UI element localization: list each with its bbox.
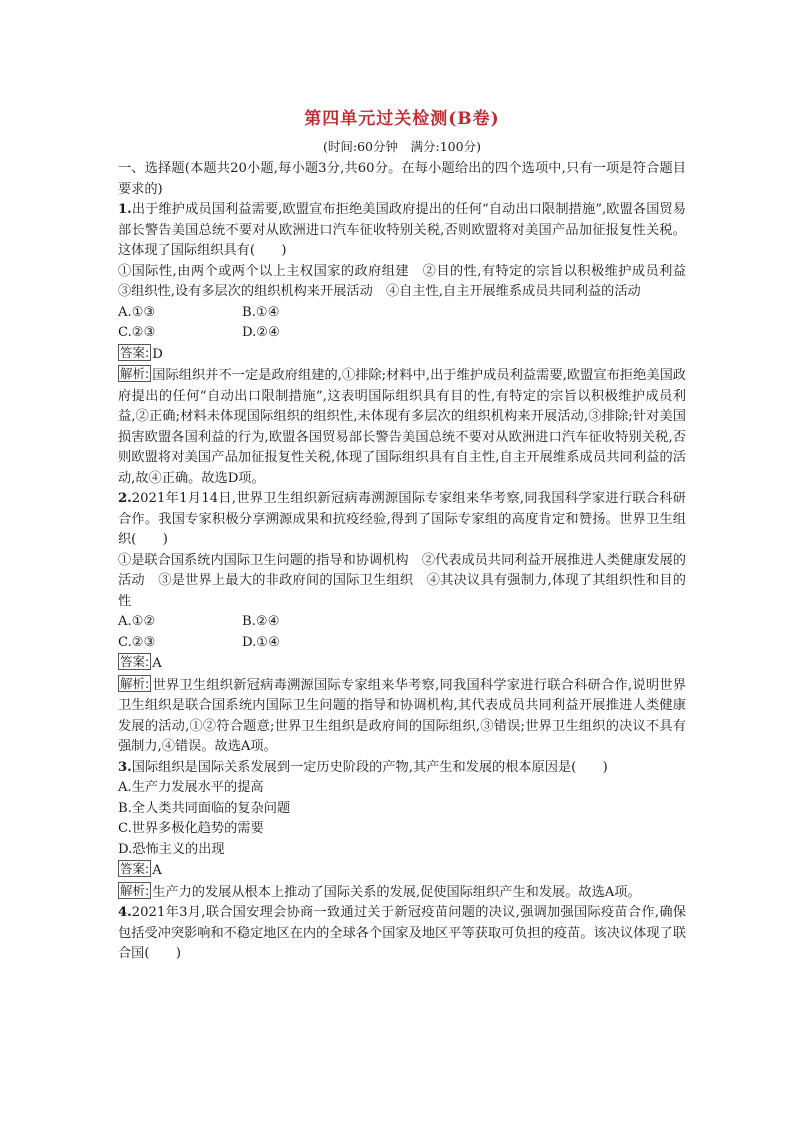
analysis-line [118, 675, 686, 758]
answer-label: 答案: [120, 344, 150, 360]
question-text: 2021年1月14日,世界卫生组织新冠病毒溯源国际专家组来华考察,同我国科学家进行联合科研合作。我国专家积极分享溯源成果和抗疫经验,得到了国际专家组的高度肯定和赞扬。世界卫生组织( ) [118, 491, 686, 547]
options-row [118, 633, 686, 654]
option-c: C.②③ [118, 634, 156, 650]
answer-label: 答案: [120, 654, 150, 669]
option-d: D.②④ [242, 325, 280, 340]
option-a: A.①③ [118, 304, 156, 320]
option-a: A.生产力发展水平的提高 [118, 780, 264, 795]
question-stem [118, 200, 686, 262]
question-2 [118, 489, 686, 758]
question-statements: ①是联合国系统内国际卫生问题的指导和协调机构 ②代表成员共同利益开展推进人类健康发展的活动 ③是世界上最大的非政府间的国际卫生组织 ④其决议具有强制力,体现了其组织性和目的性 [118, 552, 686, 609]
answer-value: A [152, 863, 162, 878]
analysis-text: 世界卫生组织新冠病毒溯源国际专家组来华考察,同我国科学家进行联合科研合作,说明世界卫生组织是联合国系统内国际卫生问题的指导和协调机构,其代表成员共同利益开展推进人类健康发展的活动,①②符合题意;世界卫生组织是政府间的国际组织,③错误;世界卫生组织的决议不具有强制力,④错误。故选A项。 [118, 677, 686, 754]
question-text: 国际组织是国际关系发展到一定历史阶段的产物,其产生和发展的根本原因是( ) [131, 759, 608, 775]
option-d: D.①④ [242, 634, 280, 650]
question-1 [118, 200, 700, 489]
option-b: B.全人类共同面临的复杂问题 [118, 800, 291, 816]
analysis-line [118, 882, 686, 904]
answer-value: A [152, 656, 162, 671]
analysis-label: 解析: [120, 675, 150, 691]
exam-page [118, 104, 700, 965]
answer-label: 答案: [120, 861, 150, 876]
answer-value: D [152, 346, 163, 362]
question-stem [118, 903, 686, 965]
options-row [118, 323, 686, 344]
options-row [118, 303, 686, 324]
option-a: A.①② [118, 614, 156, 629]
question-stem [118, 489, 686, 551]
question-number: 1. [118, 202, 132, 217]
question-text: 2021年3月,联合国安理会协商一致通过关于新冠疫苗问题的决议,强调加强国际疫苗合作,确保包括受冲突影响和不稳定地区在内的全球各个国家及地区平等获取可负担的疫苗。该决议体现了联合国( ) [118, 905, 686, 961]
question-3 [118, 758, 686, 904]
option-c: C.世界多极化趋势的需要 [118, 821, 264, 836]
option-c: C.②③ [118, 325, 156, 340]
analysis-label: 解析: [120, 366, 150, 381]
page-title: 第四单元过关检测(B卷) [304, 109, 500, 129]
question-4 [118, 903, 686, 965]
exam-meta: (时间:60分钟 满分:100分) [323, 139, 481, 154]
question-statements: ①国际性,由两个或两个以上主权国家的政府组建 ②目的性,有特定的宗旨以积极维护成员利益 ③组织性,设有多层次的组织机构来开展活动 ④自主性,自主开展维系成员共同利益的活动 [118, 263, 700, 299]
answer-line [118, 344, 686, 366]
question-number: 4. [118, 905, 132, 920]
option-b: B.①④ [242, 304, 280, 320]
option-b: B.②④ [242, 614, 280, 629]
question-number: 2. [118, 491, 132, 506]
question-number: 3. [118, 759, 132, 775]
answer-line [118, 653, 686, 675]
question-stem [118, 758, 686, 779]
options-row [118, 612, 686, 633]
analysis-text: 国际组织并不一定是政府组建的,①排除;材料中,出于维护成员利益需要,欧盟宣布拒绝美国政府提出的任何“自动出口限制措施”,这表明国际组织具有目的性,有特定的宗旨以积极维护成员利益,②正确;材料未体现国际组织的组织性,未体现有多层次的组织机构来开展活动,③排除;针对美国损害欧盟各国利益的行为,欧盟各国贸易部长警告美国总统不要对从欧洲进口汽车征收特别关税,否则欧盟将对美国产品加征报复性关税,体现了国际组织具有自主性,自主开展维系成员共同利益的活动,故④正确。故选D项。 [118, 368, 686, 486]
option-d: D.恐怖主义的出现 [118, 841, 225, 857]
analysis-label: 解析: [120, 882, 150, 898]
question-text: 出于维护成员国利益需要,欧盟宣布拒绝美国政府提出的任何“自动出口限制措施”,欧盟各国贸易部长警告美国总统不要对从欧洲进口汽车征收特别关税,否则欧盟将对美国产品加征报复性关税。这体现了国际组织具有( ) [118, 202, 686, 258]
section-heading: 一、选择题(本题共20小题,每小题3分,共60分。在每小题给出的四个选项中,只有一项是符合题目要求的) [118, 161, 686, 197]
answer-line [118, 860, 686, 882]
analysis-text: 生产力的发展从根本上推动了国际关系的发展,促使国际组织产生和发展。故选A项。 [152, 884, 641, 900]
analysis-line [118, 365, 686, 489]
